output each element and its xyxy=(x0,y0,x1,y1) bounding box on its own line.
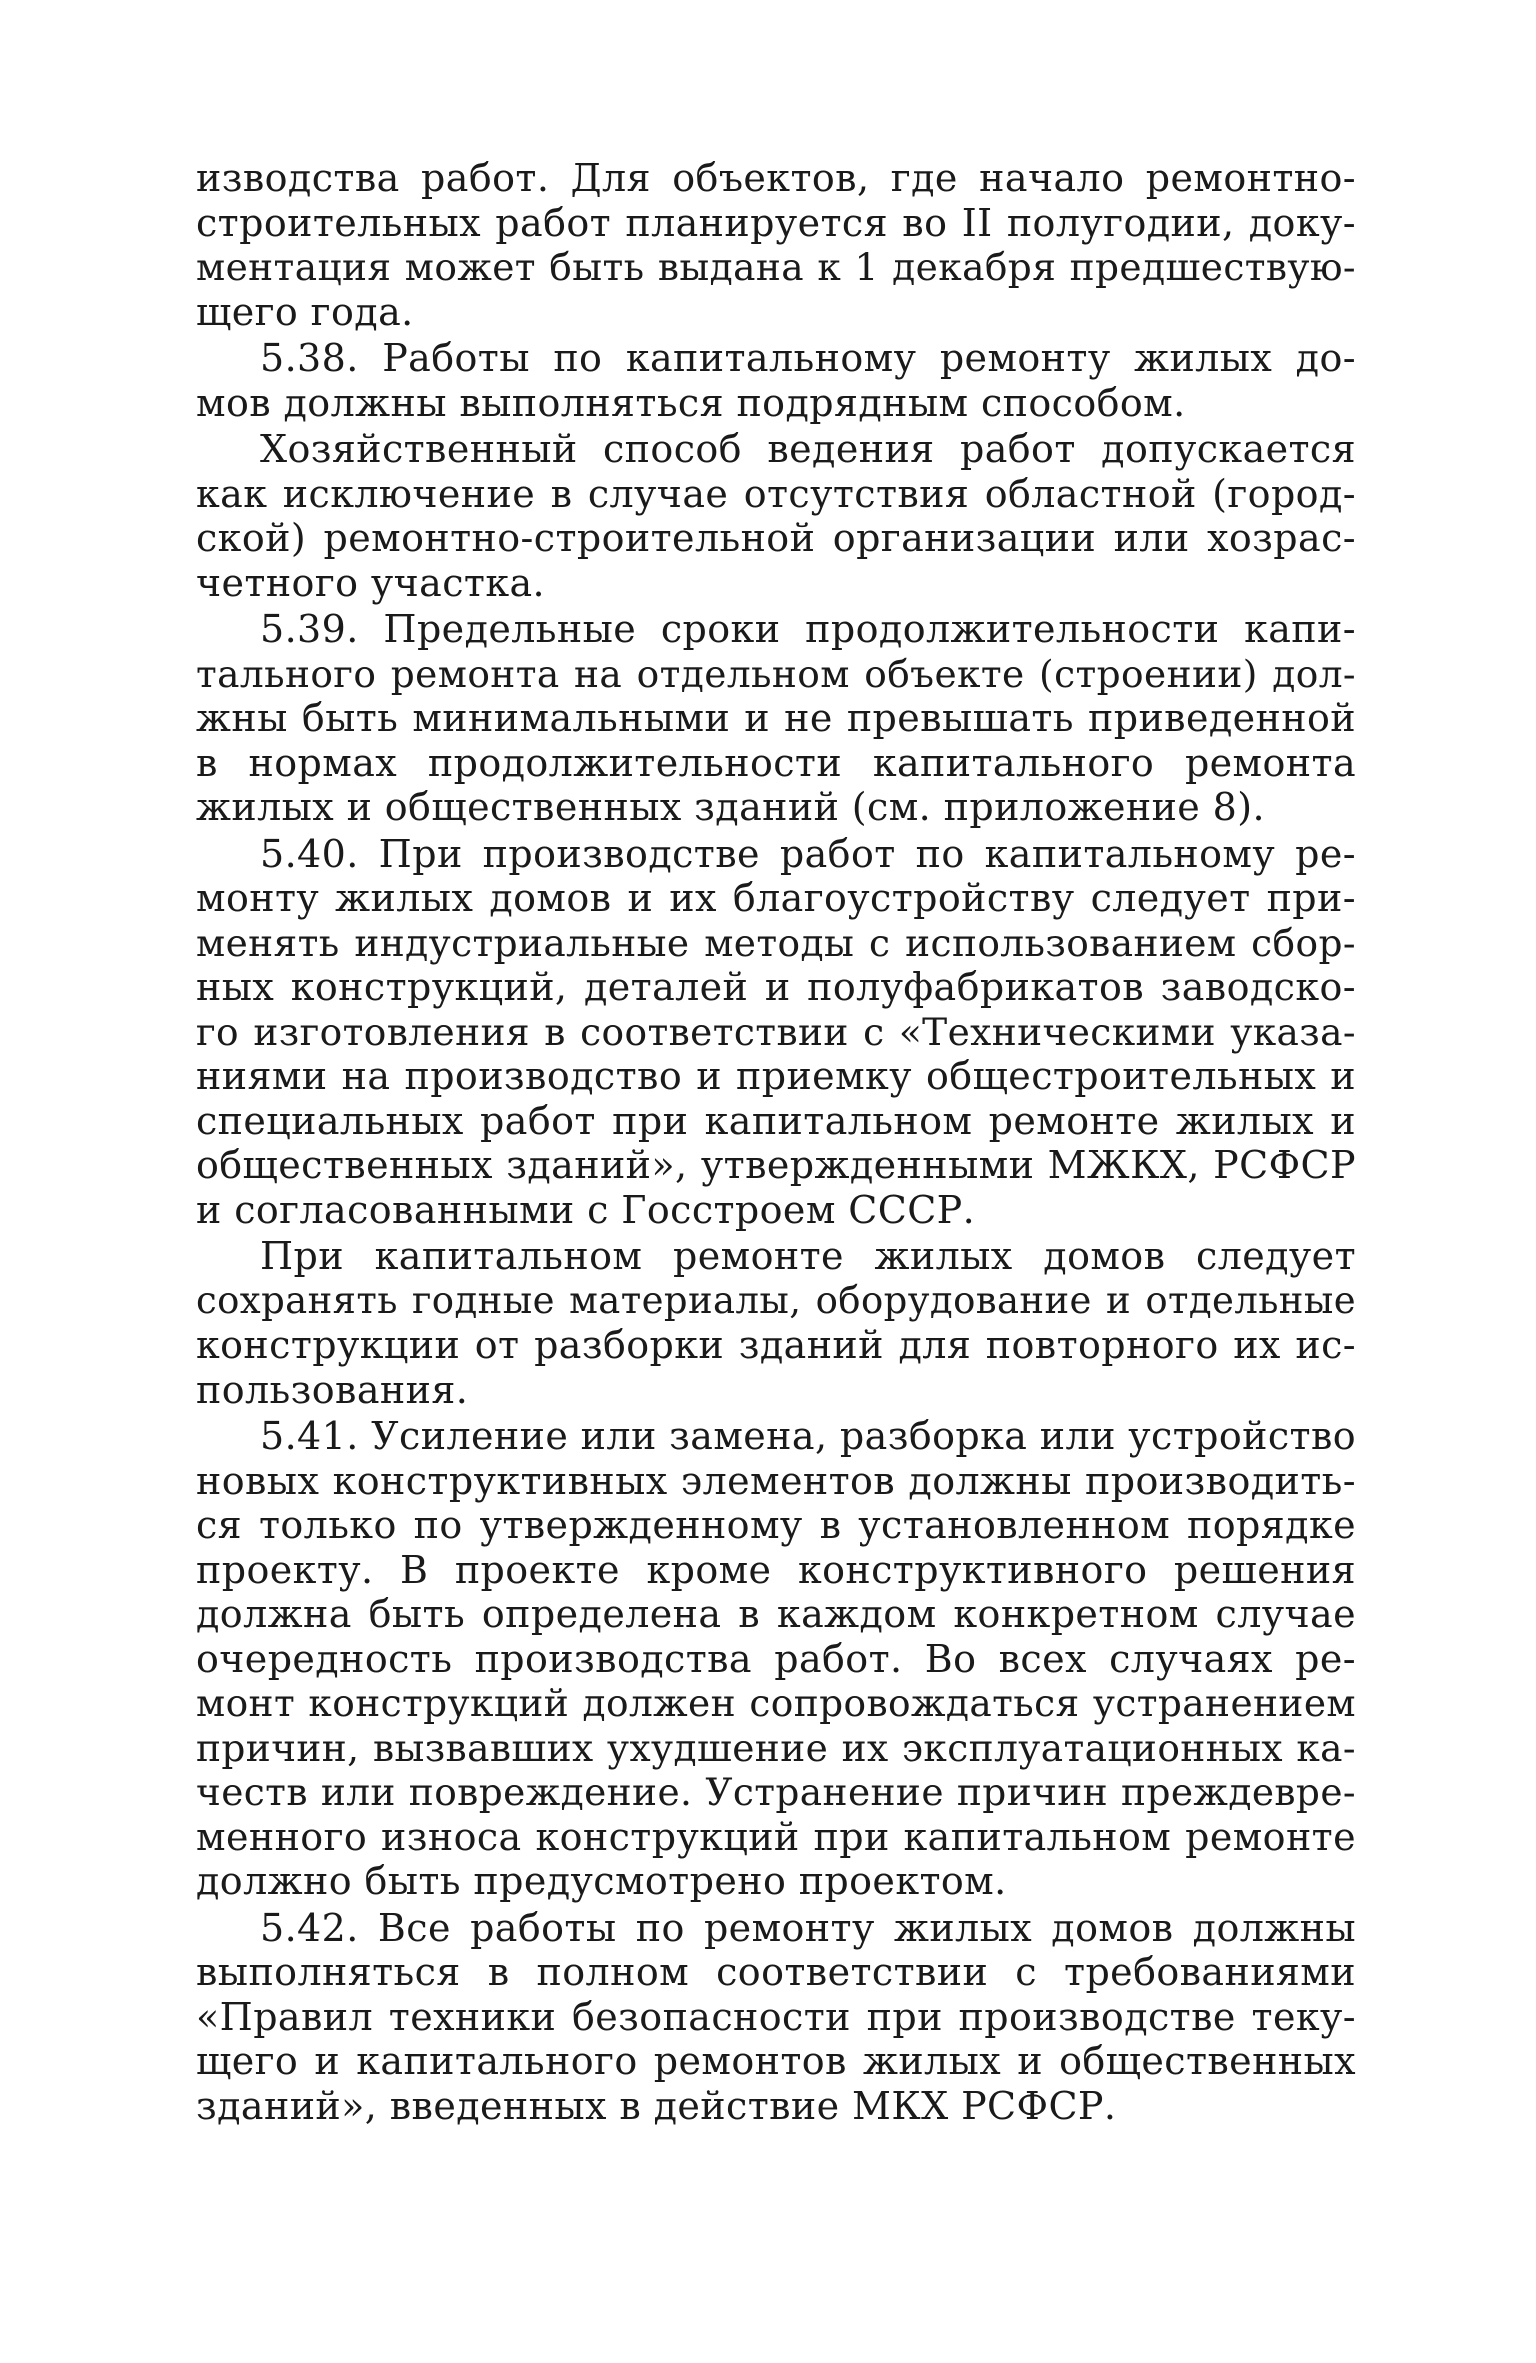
text-line: изводства работ. Для объектов, где начало ремонтно- xyxy=(196,156,1356,200)
text-line: монт конструкций должен сопровождаться устранением xyxy=(196,1681,1356,1725)
text-line: честв или повреждение. Устранение причин преждевре- xyxy=(196,1770,1356,1814)
text-line: строительных работ планируется во II полугодии, доку- xyxy=(196,200,1356,245)
text-line: 5.42. Все работы по ремонту жилых домов должны xyxy=(260,1905,1356,1950)
text-line: конструкции от разборки зданий для повторного их ис- xyxy=(196,1323,1356,1367)
paragraph-5-42 xyxy=(196,1906,1356,2129)
paragraph-5-38-household-method xyxy=(196,427,1356,605)
text-line: мов должны выполняться подрядным способом. xyxy=(196,380,1186,425)
text-line: в нормах продолжительности капитального ремонта xyxy=(196,740,1356,785)
text-line: 5.41. Усиление или замена, разборка или устройство xyxy=(260,1414,1357,1458)
paragraph-5-40-materials xyxy=(196,1234,1356,1412)
text-line: щего и капитального ремонтов жилых и общественных xyxy=(196,2039,1356,2083)
text-line: выполняться в полном соответствии с требованиями xyxy=(196,1950,1356,1994)
text-line: 5.38. Работы по капитальному ремонту жилых до- xyxy=(260,336,1356,380)
text-line: общественных зданий», утвержденными МЖКХ, РСФСР xyxy=(196,1143,1356,1187)
text-line: При капитальном ремонте жилых домов следует xyxy=(260,1234,1356,1278)
text-line: проекту. В проекте кроме конструктивного решения xyxy=(196,1547,1356,1592)
text-line: жилых и общественных зданий (см. приложение 8). xyxy=(196,785,1265,829)
text-line: менять индустриальные методы с использованием сбор- xyxy=(196,920,1356,965)
text-line: и согласованными с Госстроем СССР. xyxy=(196,1187,976,1232)
text-line: новых конструктивных элементов должны производить- xyxy=(196,1458,1356,1503)
paragraph-5-39 xyxy=(196,607,1356,830)
text-line: должно быть предусмотрено проектом. xyxy=(196,1859,1007,1903)
text-line: как исключение в случае отсутствия областной (город- xyxy=(196,471,1356,516)
text-line: ся только по утвержденному в установленном порядке xyxy=(196,1503,1356,1547)
text-line: го изготовления в соответствии с «Техническими указа- xyxy=(196,1009,1356,1054)
text-line: монту жилых домов и их благоустройству следует при- xyxy=(196,876,1356,920)
text-line: зданий», введенных в действие МКХ РСФСР. xyxy=(196,2083,1117,2128)
paragraph-5-40 xyxy=(196,832,1356,1233)
text-line: Хозяйственный способ ведения работ допускается xyxy=(260,427,1356,471)
text-line: специальных работ при капитальном ремонте жилых и xyxy=(196,1098,1356,1143)
text-line: ных конструкций, деталей и полуфабрикатов заводско- xyxy=(196,965,1356,1009)
document-page xyxy=(196,156,1356,2128)
text-line: жны быть минимальными и не превышать приведенной xyxy=(196,696,1356,740)
text-line: ской) ремонтно-строительной организации или хозрас- xyxy=(196,516,1356,560)
text-line: ниями на производство и приемку общестроительных и xyxy=(196,1054,1356,1098)
text-line: 5.40. При производстве работ по капитальному ре- xyxy=(260,831,1356,876)
text-line: менного износа конструкций при капитальном ремонте xyxy=(196,1814,1356,1859)
text-line: очередность производства работ. Во всех случаях ре- xyxy=(196,1636,1356,1681)
text-line: должна быть определена в каждом конкретном случае xyxy=(196,1592,1356,1636)
text-line: щего года. xyxy=(196,289,414,334)
text-line: пользования. xyxy=(196,1367,469,1412)
paragraph-5-41 xyxy=(196,1414,1356,1904)
text-line: причин, вызвавших ухудшение их эксплуатационных ка- xyxy=(196,1725,1356,1770)
text-line: ментация может быть выдана к 1 декабря предшествую- xyxy=(196,245,1356,289)
paragraph-continuation xyxy=(196,156,1356,334)
text-line: сохранять годные материалы, оборудование и отдельные xyxy=(196,1278,1356,1322)
text-line: тального ремонта на отдельном объекте (строении) дол- xyxy=(196,651,1356,696)
text-line: четного участка. xyxy=(196,560,546,605)
paragraph-5-38 xyxy=(196,336,1356,425)
text-line: «Правил техники безопасности при производстве теку- xyxy=(196,1994,1356,2039)
text-line: 5.39. Предельные сроки продолжительности капи- xyxy=(260,607,1356,651)
